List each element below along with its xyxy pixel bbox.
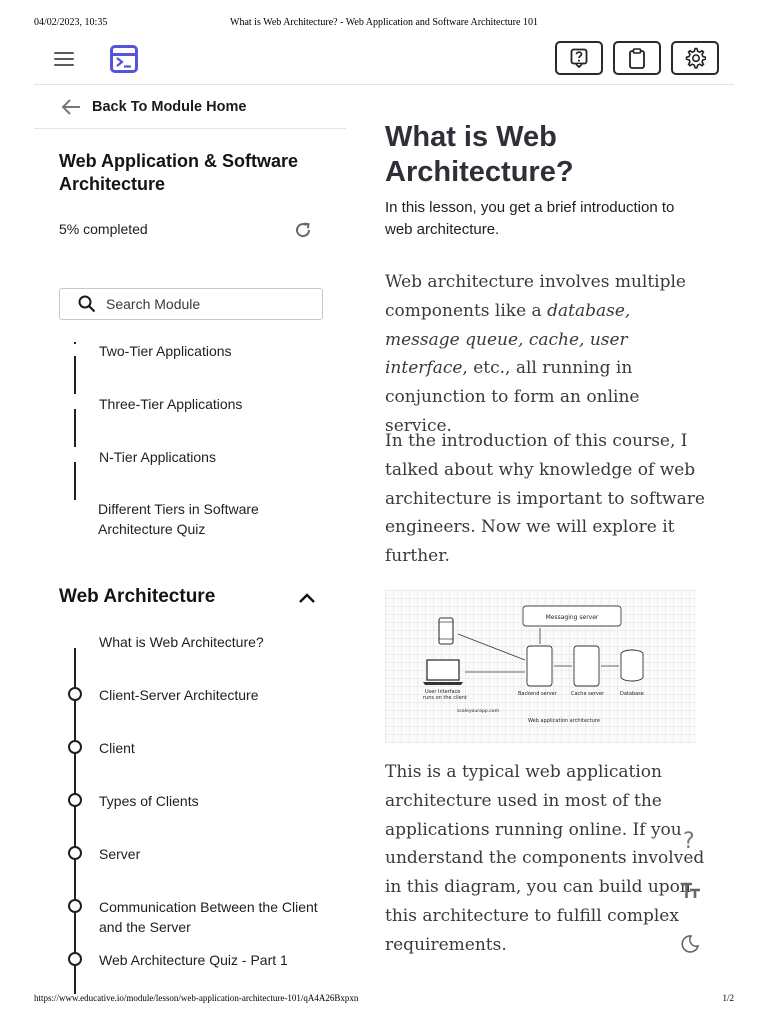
print-title: What is Web Architecture? - Web Application and Software Architecture 101 <box>230 17 538 28</box>
back-to-module-link[interactable] <box>60 95 246 119</box>
sidebar-item-server[interactable]: Server <box>99 846 141 862</box>
paragraph-2: In the introduction of this course, I talked about why knowledge of web architecture is important to software engineers. Now we will explore it further. <box>385 431 705 567</box>
sidebar-item-client[interactable]: Client <box>99 740 135 756</box>
database-label: Database <box>620 691 644 697</box>
cache-label: Cache server <box>571 691 604 697</box>
course-title: Web Application & Software Architecture <box>59 151 299 194</box>
sidebar-item-three-tier[interactable]: Three-Tier Applications <box>99 396 243 412</box>
help-float-icon[interactable] <box>680 830 696 852</box>
print-date: 04/02/2023, 10:35 <box>34 17 108 28</box>
search-input[interactable] <box>59 288 323 320</box>
paragraph-1-text-b: , etc., all running in conjunction to form an online service. <box>385 358 640 436</box>
timeline-node <box>68 793 82 807</box>
search-icon <box>78 295 96 313</box>
timeline-node <box>68 952 82 966</box>
paragraph-3: This is a typical web application architecture used in most of the applications running online. If you understand the components involved in this diagram, you can build upon this architecture to fulfill complex requirements. <box>385 762 705 955</box>
settings-button[interactable] <box>671 41 719 75</box>
timeline-node <box>68 687 82 701</box>
moon-icon[interactable] <box>680 934 700 954</box>
ui-label-2: runs on the client <box>423 695 467 701</box>
sidebar-item-what-is-web-architecture[interactable]: What is Web Architecture? <box>99 634 264 650</box>
print-url: https://www.educative.io/module/lesson/web-application-architecture-101/qA4A26Bxpxn <box>34 993 359 1003</box>
paragraph-1-emphasis: database, message queue, cache, user interface <box>385 300 631 379</box>
paragraph-1 <box>385 268 705 441</box>
sidebar-divider <box>34 128 346 129</box>
timeline-node <box>68 740 82 754</box>
help-button[interactable] <box>555 41 603 75</box>
chevron-up-icon[interactable] <box>298 592 316 604</box>
sidebar-item-communication[interactable]: Communication Between the Client and the Server <box>99 899 318 935</box>
ui-label-1: User Interface <box>425 689 461 695</box>
page-title: What is Web Architecture? <box>385 121 574 188</box>
gear-icon <box>684 47 706 69</box>
paragraph-1-text-a: Web architecture involves multiple components like a <box>385 272 686 321</box>
sidebar-item-tiers-quiz[interactable]: Different Tiers in Software Architecture Quiz <box>98 501 259 537</box>
sidebar-item-quiz-part1[interactable]: Web Architecture Quiz - Part 1 <box>99 952 288 968</box>
font-size-icon[interactable] <box>680 882 702 900</box>
timeline-line <box>74 342 76 344</box>
progress-text: 5% completed <box>59 221 148 237</box>
timeline-node <box>68 899 82 913</box>
svg-text:?: ? <box>683 830 695 852</box>
sidebar-item-two-tier[interactable]: Two-Tier Applications <box>99 343 232 359</box>
sidebar-item-client-server[interactable]: Client-Server Architecture <box>99 687 259 703</box>
top-bar <box>34 36 734 85</box>
refresh-icon[interactable] <box>294 221 312 239</box>
sidebar-item-n-tier[interactable]: N-Tier Applications <box>99 449 216 465</box>
back-link-label: Back To Module Home <box>92 99 247 115</box>
clipboard-icon <box>628 48 646 69</box>
terminal-window-icon[interactable] <box>110 45 138 73</box>
lesson-intro: In this lesson, you get a brief introduction to web architecture. <box>385 199 675 238</box>
print-page-number: 1/2 <box>722 993 734 1003</box>
diagram-caption: Web application architecture <box>528 718 600 724</box>
sidebar-item-types-of-clients[interactable]: Types of Clients <box>99 793 199 809</box>
timeline-line <box>74 356 76 394</box>
architecture-diagram <box>385 590 696 743</box>
backend-label: Backend server <box>518 691 557 697</box>
arrow-left-icon <box>60 99 82 115</box>
question-icon <box>570 48 588 68</box>
timeline-line <box>74 409 76 447</box>
site-label: scaleyourapp.com <box>457 709 500 714</box>
timeline-line <box>74 462 76 500</box>
messaging-server-label: Messaging server <box>545 614 599 621</box>
hamburger-icon[interactable] <box>54 52 74 67</box>
section-title[interactable]: Web Architecture <box>59 586 216 607</box>
search-placeholder: Search Module <box>106 296 201 312</box>
notes-button[interactable] <box>613 41 661 75</box>
timeline-node <box>68 846 82 860</box>
